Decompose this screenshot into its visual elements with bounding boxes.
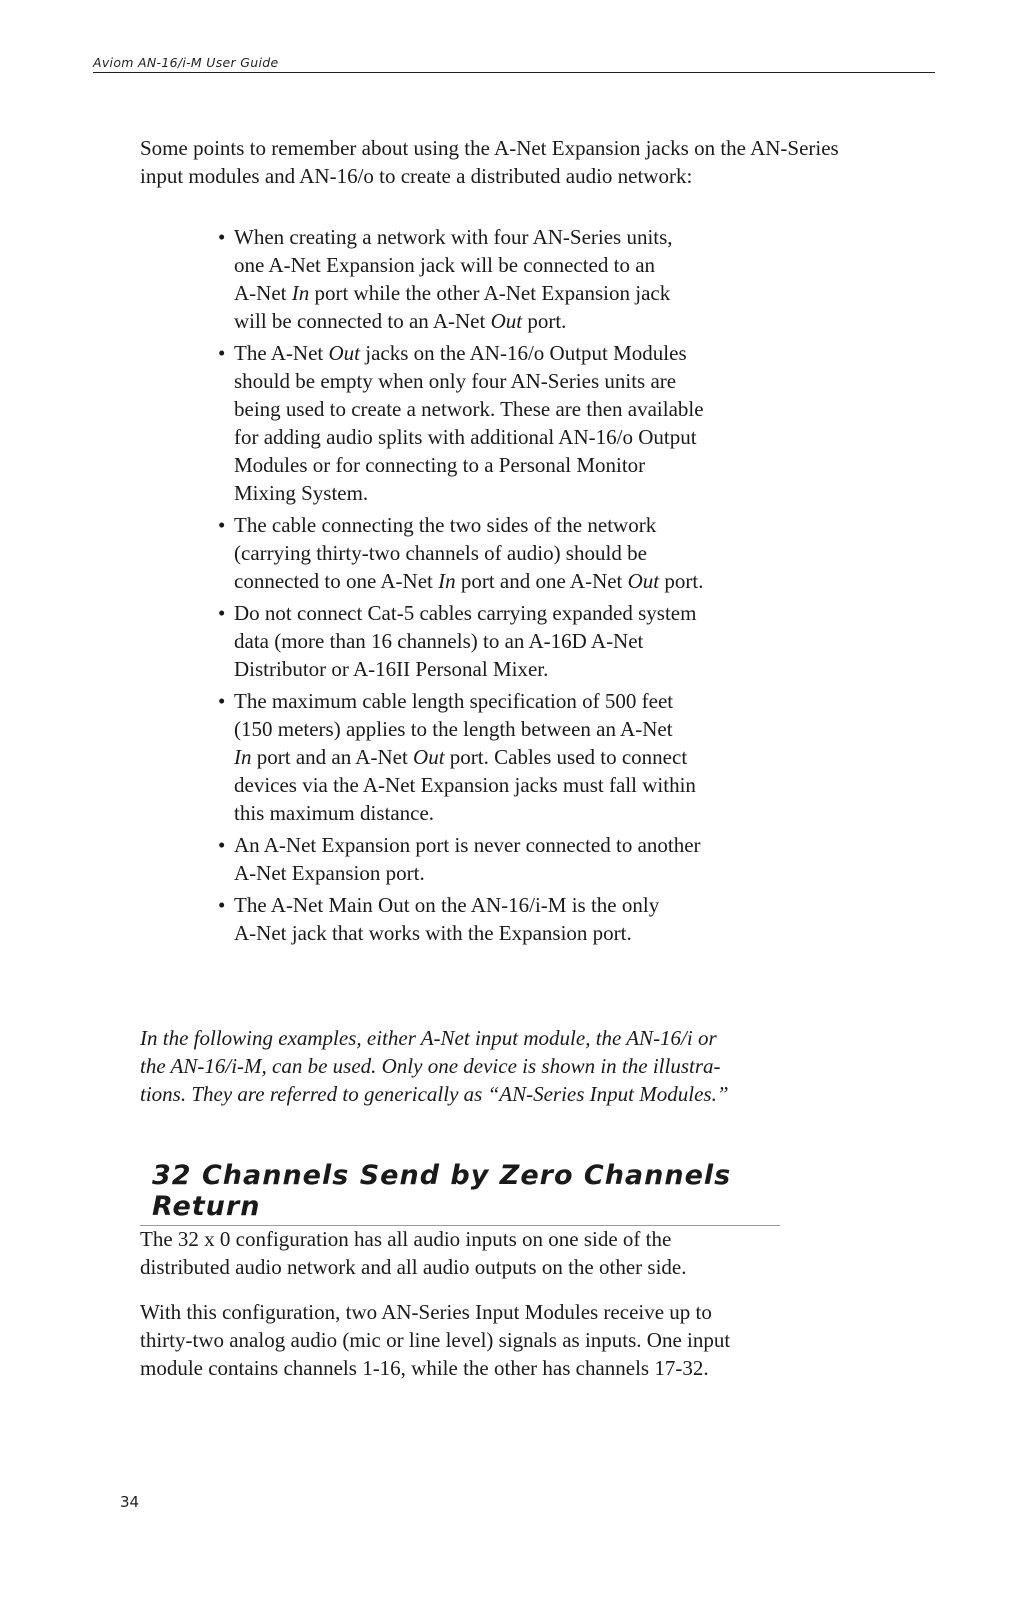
bullet-dot: • [218, 225, 226, 249]
bullet-dot: • [218, 689, 226, 713]
intro-paragraph: Some points to remember about using the A-Net Expansion jacks on the AN-Series input modules and AN-16/o to create a distributed audio network: [140, 136, 839, 188]
bullet-text: The A-Net Main Out on the AN-16/i-M is the only A-Net jack that works with the Expansion port. [234, 893, 660, 945]
bullet-text: The A-Net Out jacks on the AN-16/o Output Modules should be empty when only four AN-Series units are being used to create a network. These are then available for adding audio splits with additional AN-16/o Output Modules or for connecting to a Personal Monitor Mixing System. [234, 341, 704, 505]
bullet-text: The cable connecting the two sides of the network (carrying thirty-two channels of audio) should be connected to one A-Net In port and one A-Net Out port. [234, 513, 704, 593]
bullet-dot: • [218, 833, 226, 857]
bullet-list [218, 223, 778, 951]
section-heading: 32 Channels Send by Zero Channels Return [140, 1160, 780, 1226]
header-title: Aviom AN-16/i-M User Guide [93, 55, 279, 70]
bullet-item [218, 339, 778, 507]
bullet-item [218, 599, 778, 683]
bullet-text: When creating a network with four AN-Series units, one A-Net Expansion jack will be connected to an A-Net In port while the other A-Net Expansion jack will be connected to an A-Net Out port. [234, 225, 673, 333]
bullet-item [218, 511, 778, 595]
bullet-text: An A-Net Expansion port is never connected to another A-Net Expansion port. [234, 833, 701, 885]
bullet-text: Do not connect Cat-5 cables carrying expanded system data (more than 16 channels) to an A-16D A-Net Distributor or A-16II Personal Mixer. [234, 601, 697, 681]
page-number: 34 [120, 1493, 140, 1511]
page-header [93, 52, 935, 73]
section-paragraph: With this configuration, two AN-Series Input Modules receive up to thirty-two analog audio (mic or line level) signals as inputs. One input module contains channels 1-16, while the other has channels 17-32. [140, 1300, 731, 1380]
bullet-text: The maximum cable length specification of 500 feet (150 meters) applies to the length between an A-Net In port and an A-Net Out port. Cables used to connect devices via the A-Net Expansion jacks must fall within this maximum distance. [234, 689, 696, 825]
bullet-dot: • [218, 513, 226, 537]
bullet-dot: • [218, 893, 226, 917]
bullet-item [218, 831, 778, 887]
bullet-dot: • [218, 601, 226, 625]
bullet-item [218, 891, 778, 947]
italic-note: In the following examples, either A-Net input module, the AN-16/i or the AN-16/i-M, can be used. Only one device is shown in the illustra- tions. They are referred to generically as “AN-Series Input Modules.” [140, 1026, 729, 1106]
bullet-dot: • [218, 341, 226, 365]
bullet-item [218, 687, 778, 827]
bullet-item [218, 223, 778, 335]
section-paragraph: The 32 x 0 configuration has all audio inputs on one side of the distributed audio network and all audio outputs on the other side. [140, 1227, 687, 1279]
